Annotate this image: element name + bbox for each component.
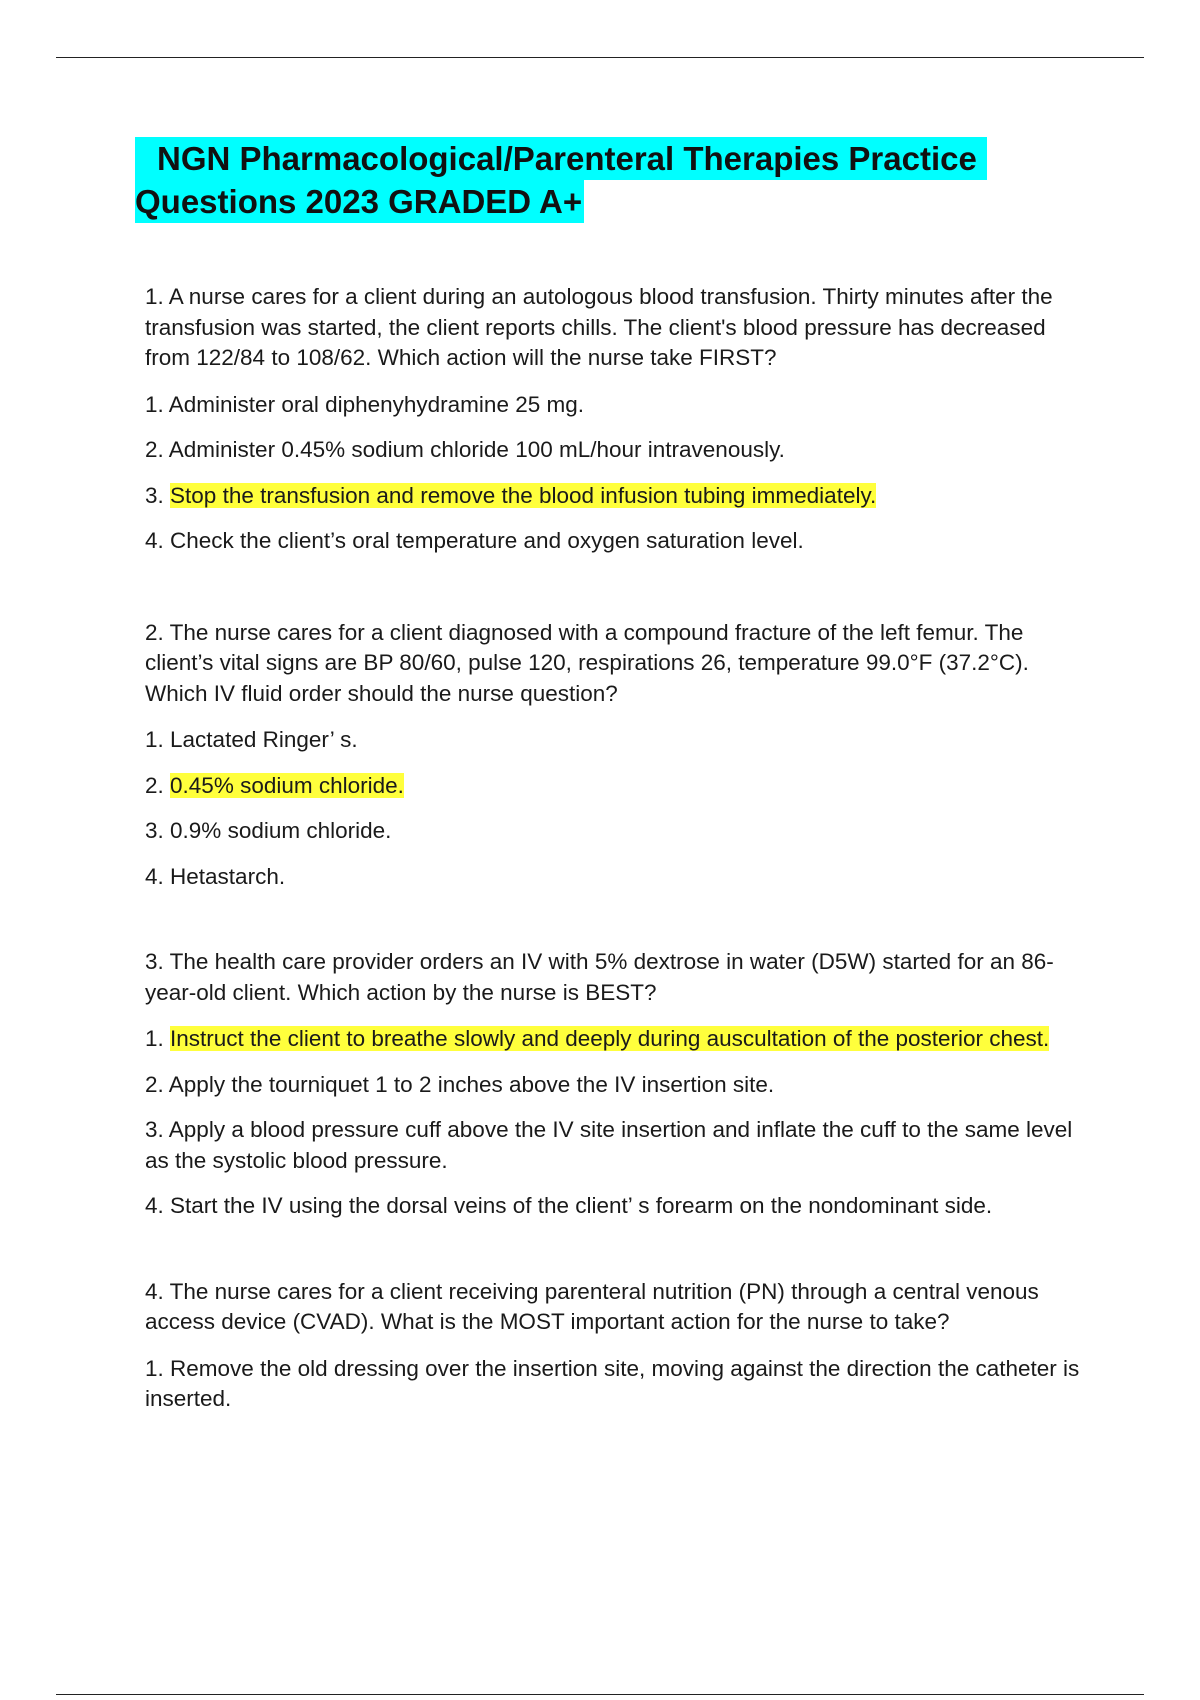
- question-2-text: 2. The nurse cares for a client diagnosed with a compound fracture of the left femur. The client’s vital signs are BP 80/60, pulse 120, respirations 26, temperature 99.0°F (37.2°C). Which IV fluid order should the nurse question?: [145, 619, 1029, 706]
- highlighted-answer: 0.45% sodium chloride.: [170, 772, 404, 798]
- question-1-text: 1. A nurse cares for a client during an autologous blood transfusion. Thirty minutes after the transfusion was started, the client reports chills. The client's blood pressure has decreased from 122/84 to 108/62. Which action will the nurse take FIRST?: [145, 284, 1053, 370]
- option-number: 4.: [145, 1193, 164, 1218]
- question-4-option-1: [145, 1354, 1090, 1415]
- question-1: [145, 282, 1090, 557]
- option-text: Administer 0.45% sodium chloride 100 mL/hour intravenously.: [168, 437, 785, 462]
- title-line-1: NGN Pharmacological/Parenteral Therapies Practice: [135, 137, 987, 180]
- question-1-option-2: [145, 435, 1090, 466]
- option-text: 0.9% sodium chloride.: [170, 818, 392, 843]
- option-text: Apply a blood pressure cuff above the IV site insertion and inflate the cuff to the same level as the systolic blood pressure.: [145, 1117, 1073, 1173]
- questions-list: [145, 282, 1090, 1430]
- bottom-rule: [56, 1694, 1144, 1695]
- option-number: 1.: [145, 727, 164, 752]
- highlighted-answer: Instruct the client to breathe slowly and deeply during auscultation of the posterior chest.: [170, 1026, 1050, 1051]
- option-number: 3.: [145, 1117, 164, 1142]
- title-line-2: Questions 2023 GRADED A+: [135, 180, 584, 223]
- question-3-option-4: [145, 1191, 1090, 1222]
- option-text: Remove the old dressing over the insertion site, moving against the direction the catheter is inserted.: [145, 1355, 1080, 1411]
- option-number: 1.: [145, 1355, 164, 1381]
- top-rule: [56, 57, 1144, 58]
- option-text: Lactated Ringer’ s.: [170, 727, 358, 752]
- question-2-option-1: [145, 725, 1090, 756]
- question-3: [145, 947, 1090, 1222]
- option-text: Administer oral diphenyhydramine 25 mg.: [168, 391, 584, 417]
- option-number: 1.: [145, 391, 164, 417]
- option-text: Apply the tourniquet 1 to 2 inches above the IV insertion site.: [168, 1071, 775, 1097]
- question-2-option-2: [145, 771, 1090, 802]
- question-3-option-3: [145, 1115, 1090, 1176]
- question-1-option-3: [145, 481, 1090, 512]
- option-number: 1.: [145, 1026, 164, 1051]
- option-number: 3.: [145, 482, 164, 508]
- question-4-text: 4. The nurse cares for a client receiving parenteral nutrition (PN) through a central venous access device (CVAD). What is the MOST important action for the nurse to take?: [145, 1278, 1039, 1334]
- question-2-option-3: [145, 816, 1090, 847]
- option-number: 4.: [145, 863, 164, 889]
- question-3-text: 3. The health care provider orders an IV with 5% dextrose in water (D5W) started for an 86-year-old client. Which action by the nurse is BEST?: [145, 949, 1054, 1005]
- option-number: 2.: [145, 1071, 164, 1097]
- option-number: 2.: [145, 772, 164, 798]
- question-1-option-4: [145, 526, 1090, 557]
- question-1-option-1: [145, 390, 1090, 421]
- option-number: 3.: [145, 818, 164, 843]
- option-number: 2.: [145, 437, 164, 462]
- question-3-option-2: [145, 1070, 1090, 1101]
- option-number: 4.: [145, 528, 164, 553]
- question-2-option-4: [145, 862, 1090, 893]
- option-text: Hetastarch.: [170, 863, 286, 889]
- option-text: Start the IV using the dorsal veins of the client’ s forearm on the nondominant side.: [170, 1193, 993, 1218]
- highlighted-answer: Stop the transfusion and remove the blood infusion tubing immediately.: [170, 482, 877, 508]
- option-text: Check the client’s oral temperature and oxygen saturation level.: [170, 528, 804, 553]
- spacer: [145, 907, 1090, 947]
- question-3-option-1: [145, 1024, 1090, 1055]
- spacer: [145, 1237, 1090, 1277]
- question-2: [145, 618, 1090, 893]
- document-title: [135, 137, 1085, 223]
- spacer: [145, 572, 1090, 618]
- question-4: [145, 1277, 1090, 1415]
